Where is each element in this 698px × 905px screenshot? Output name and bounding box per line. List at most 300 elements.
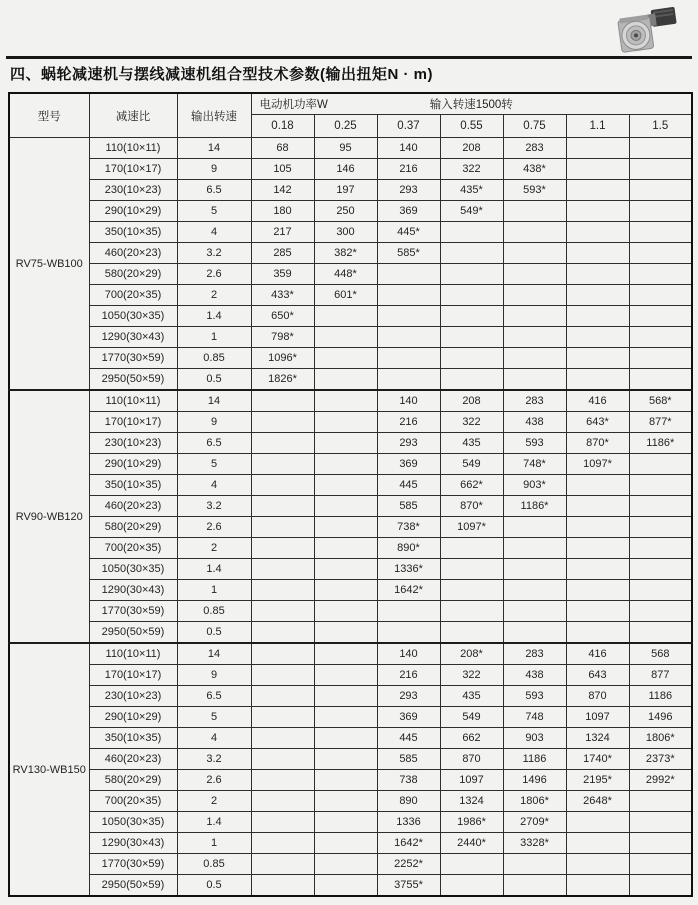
torque-value-cell: [629, 580, 692, 601]
torque-value-cell: [566, 222, 629, 243]
torque-value-cell: [503, 875, 566, 897]
torque-value-cell: [503, 222, 566, 243]
reducer-photo-graphic: [604, 5, 688, 59]
torque-value-cell: [314, 665, 377, 686]
table-row: [9, 369, 692, 391]
torque-value-cell: 870*: [440, 496, 503, 517]
torque-value-cell: 433*: [251, 285, 314, 306]
torque-value-cell: [566, 875, 629, 897]
torque-value-cell: 2992*: [629, 770, 692, 791]
torque-value-cell: [566, 580, 629, 601]
torque-value-cell: 593*: [503, 180, 566, 201]
torque-value-cell: 293: [377, 180, 440, 201]
output-speed-cell: 2.6: [177, 517, 251, 538]
output-speed-cell: 5: [177, 707, 251, 728]
torque-value-cell: [629, 475, 692, 496]
torque-value-cell: 1806*: [503, 791, 566, 812]
torque-value-cell: 1324: [566, 728, 629, 749]
torque-value-cell: 445*: [377, 222, 440, 243]
table-row: [9, 622, 692, 644]
torque-value-cell: 643*: [566, 412, 629, 433]
ratio-cell: 110(10×11): [89, 390, 177, 412]
torque-value-cell: [566, 833, 629, 854]
torque-value-cell: [503, 285, 566, 306]
section-title: 四、蜗轮减速机与摆线减速机组合型技术参数(输出扭矩N · m): [10, 66, 433, 83]
torque-value-cell: [629, 854, 692, 875]
torque-value-cell: 208: [440, 138, 503, 159]
torque-value-cell: 748: [503, 707, 566, 728]
power-col-header: 0.55: [440, 115, 503, 138]
torque-value-cell: [629, 285, 692, 306]
torque-value-cell: [503, 369, 566, 391]
torque-value-cell: 438*: [503, 159, 566, 180]
torque-value-cell: 1097: [440, 770, 503, 791]
torque-value-cell: [629, 222, 692, 243]
table-row: [9, 686, 692, 707]
output-speed-cell: 0.85: [177, 854, 251, 875]
output-speed-cell: 14: [177, 138, 251, 159]
torque-value-cell: 2252*: [377, 854, 440, 875]
torque-value-cell: 748*: [503, 454, 566, 475]
col-header-ratio: 减速比: [89, 93, 177, 138]
torque-value-cell: [314, 306, 377, 327]
torque-value-cell: [629, 264, 692, 285]
torque-value-cell: 435*: [440, 180, 503, 201]
table-row: [9, 306, 692, 327]
output-speed-cell: 9: [177, 159, 251, 180]
torque-value-cell: [314, 559, 377, 580]
power-col-header: 0.25: [314, 115, 377, 138]
torque-value-cell: [629, 812, 692, 833]
torque-value-cell: [629, 306, 692, 327]
output-speed-cell: 6.5: [177, 180, 251, 201]
output-speed-cell: 0.5: [177, 875, 251, 897]
torque-value-cell: [314, 728, 377, 749]
torque-value-cell: 322: [440, 665, 503, 686]
torque-value-cell: [566, 264, 629, 285]
torque-value-cell: [503, 306, 566, 327]
torque-value-cell: [314, 622, 377, 644]
output-speed-cell: 1: [177, 327, 251, 348]
torque-value-cell: 549: [440, 707, 503, 728]
table-row: [9, 601, 692, 622]
ratio-cell: 1290(30×43): [89, 327, 177, 348]
torque-value-cell: [566, 306, 629, 327]
table-row: [9, 833, 692, 854]
torque-value-cell: [314, 812, 377, 833]
torque-value-cell: [629, 622, 692, 644]
ratio-cell: 2950(50×59): [89, 369, 177, 391]
torque-value-cell: 662: [440, 728, 503, 749]
torque-value-cell: 283: [503, 643, 566, 665]
torque-value-cell: [629, 159, 692, 180]
output-speed-cell: 6.5: [177, 433, 251, 454]
torque-value-cell: 1097*: [566, 454, 629, 475]
table-row: [9, 812, 692, 833]
power-col-header: 0.18: [251, 115, 314, 138]
torque-value-cell: [440, 264, 503, 285]
torque-value-cell: 445: [377, 728, 440, 749]
torque-value-cell: [440, 306, 503, 327]
table-row: [9, 180, 692, 201]
output-speed-cell: 1.4: [177, 306, 251, 327]
torque-value-cell: [314, 791, 377, 812]
torque-value-cell: 293: [377, 686, 440, 707]
col-header-output-speed: 输出转速: [177, 93, 251, 138]
output-speed-cell: 4: [177, 222, 251, 243]
torque-value-cell: 1986*: [440, 812, 503, 833]
torque-value-cell: 585: [377, 749, 440, 770]
torque-value-cell: [314, 833, 377, 854]
torque-value-cell: [314, 580, 377, 601]
ratio-cell: 580(20×29): [89, 770, 177, 791]
table-row: [9, 159, 692, 180]
torque-value-cell: 870: [440, 749, 503, 770]
torque-value-cell: [314, 854, 377, 875]
torque-value-cell: 1496: [629, 707, 692, 728]
ratio-cell: 290(10×29): [89, 707, 177, 728]
ratio-cell: 700(20×35): [89, 285, 177, 306]
model-cell: RV90-WB120: [9, 390, 89, 643]
torque-value-cell: [440, 854, 503, 875]
torque-value-cell: [566, 538, 629, 559]
torque-value-cell: [566, 369, 629, 391]
torque-value-cell: 438: [503, 665, 566, 686]
torque-value-cell: [440, 285, 503, 306]
torque-value-cell: 3328*: [503, 833, 566, 854]
torque-value-cell: 208*: [440, 643, 503, 665]
output-speed-cell: 2: [177, 285, 251, 306]
torque-value-cell: [440, 559, 503, 580]
torque-value-cell: 3755*: [377, 875, 440, 897]
torque-value-cell: [566, 559, 629, 580]
torque-value-cell: [314, 643, 377, 665]
table-body: [9, 138, 692, 897]
torque-value-cell: 283: [503, 390, 566, 412]
torque-value-cell: 662*: [440, 475, 503, 496]
table-row: [9, 390, 692, 412]
table-row: [9, 243, 692, 264]
torque-value-cell: 438: [503, 412, 566, 433]
torque-value-cell: 1826*: [251, 369, 314, 391]
ratio-cell: 700(20×35): [89, 791, 177, 812]
torque-value-cell: 877*: [629, 412, 692, 433]
torque-value-cell: [566, 285, 629, 306]
torque-value-cell: [251, 580, 314, 601]
torque-value-cell: 216: [377, 159, 440, 180]
torque-value-cell: [251, 538, 314, 559]
ratio-cell: 350(10×35): [89, 475, 177, 496]
motor-power-label: 电动机功率W: [259, 99, 328, 111]
ratio-cell: 2950(50×59): [89, 622, 177, 644]
torque-value-cell: [566, 327, 629, 348]
torque-value-cell: 568: [629, 643, 692, 665]
torque-value-cell: 1186: [503, 749, 566, 770]
torque-value-cell: [629, 138, 692, 159]
torque-value-cell: 105: [251, 159, 314, 180]
output-speed-cell: 0.85: [177, 601, 251, 622]
table-row: [9, 138, 692, 159]
ratio-cell: 580(20×29): [89, 517, 177, 538]
torque-value-cell: 322: [440, 412, 503, 433]
table-row: [9, 285, 692, 306]
input-speed-label: 输入转速1500转: [429, 99, 513, 111]
torque-value-cell: [503, 559, 566, 580]
torque-value-cell: [251, 854, 314, 875]
torque-value-cell: 1186: [629, 686, 692, 707]
torque-value-cell: 95: [314, 138, 377, 159]
torque-value-cell: 601*: [314, 285, 377, 306]
output-speed-cell: 0.5: [177, 622, 251, 644]
output-speed-cell: 2.6: [177, 770, 251, 791]
ratio-cell: 170(10×17): [89, 159, 177, 180]
title-divider: [6, 56, 692, 59]
torque-value-cell: [251, 475, 314, 496]
torque-value-cell: [251, 665, 314, 686]
ratio-cell: 1290(30×43): [89, 580, 177, 601]
torque-value-cell: 738*: [377, 517, 440, 538]
table-row: [9, 707, 692, 728]
table-row: [9, 348, 692, 369]
torque-value-cell: [503, 327, 566, 348]
torque-value-cell: 142: [251, 180, 314, 201]
torque-value-cell: 877: [629, 665, 692, 686]
ratio-cell: 460(20×23): [89, 496, 177, 517]
torque-value-cell: 180: [251, 201, 314, 222]
torque-value-cell: [566, 622, 629, 644]
table-row: [9, 559, 692, 580]
torque-value-cell: [566, 475, 629, 496]
torque-value-cell: 216: [377, 412, 440, 433]
ratio-cell: 290(10×29): [89, 201, 177, 222]
torque-value-cell: 1186*: [629, 433, 692, 454]
table-row: [9, 412, 692, 433]
table-row: [9, 538, 692, 559]
power-col-header: 1.1: [566, 115, 629, 138]
table-row: [9, 454, 692, 475]
table-row: [9, 791, 692, 812]
torque-value-cell: [251, 749, 314, 770]
torque-value-cell: 1806*: [629, 728, 692, 749]
output-speed-cell: 5: [177, 201, 251, 222]
torque-value-cell: [503, 601, 566, 622]
torque-value-cell: [629, 559, 692, 580]
torque-value-cell: 1324: [440, 791, 503, 812]
torque-value-cell: [314, 412, 377, 433]
ratio-cell: 700(20×35): [89, 538, 177, 559]
torque-value-cell: [314, 348, 377, 369]
output-speed-cell: 4: [177, 728, 251, 749]
torque-value-cell: [440, 369, 503, 391]
ratio-cell: 1050(30×35): [89, 306, 177, 327]
output-speed-cell: 2: [177, 791, 251, 812]
ratio-cell: 1770(30×59): [89, 854, 177, 875]
torque-value-cell: 1096*: [251, 348, 314, 369]
torque-value-cell: 435: [440, 686, 503, 707]
ratio-cell: 170(10×17): [89, 412, 177, 433]
torque-value-cell: [503, 517, 566, 538]
torque-value-cell: [566, 348, 629, 369]
torque-value-cell: [503, 264, 566, 285]
torque-value-cell: [251, 728, 314, 749]
torque-value-cell: [314, 496, 377, 517]
torque-value-cell: 2373*: [629, 749, 692, 770]
torque-value-cell: [314, 686, 377, 707]
torque-value-cell: 903: [503, 728, 566, 749]
torque-value-cell: [629, 791, 692, 812]
power-col-header: 0.75: [503, 115, 566, 138]
torque-value-cell: 2440*: [440, 833, 503, 854]
torque-value-cell: [503, 243, 566, 264]
torque-value-cell: [440, 580, 503, 601]
torque-value-cell: 382*: [314, 243, 377, 264]
torque-value-cell: [314, 538, 377, 559]
table-row: [9, 475, 692, 496]
torque-value-cell: 285: [251, 243, 314, 264]
torque-value-cell: [440, 243, 503, 264]
torque-value-cell: [629, 201, 692, 222]
table-row: [9, 327, 692, 348]
torque-value-cell: [251, 517, 314, 538]
table-row: [9, 433, 692, 454]
ratio-cell: 230(10×23): [89, 180, 177, 201]
output-speed-cell: 1.4: [177, 812, 251, 833]
torque-value-cell: 1642*: [377, 833, 440, 854]
torque-value-cell: 1496: [503, 770, 566, 791]
model-cell: RV75-WB100: [9, 138, 89, 391]
torque-value-cell: 300: [314, 222, 377, 243]
table-row: [9, 749, 692, 770]
torque-value-cell: 798*: [251, 327, 314, 348]
ratio-cell: 2950(50×59): [89, 875, 177, 897]
torque-value-cell: [566, 159, 629, 180]
torque-value-cell: 435: [440, 433, 503, 454]
torque-value-cell: 1336: [377, 812, 440, 833]
torque-value-cell: [503, 348, 566, 369]
torque-value-cell: [314, 517, 377, 538]
torque-value-cell: [314, 369, 377, 391]
ratio-cell: 230(10×23): [89, 433, 177, 454]
torque-value-cell: 593: [503, 686, 566, 707]
torque-value-cell: 359: [251, 264, 314, 285]
table-row: [9, 517, 692, 538]
torque-value-cell: 448*: [314, 264, 377, 285]
torque-value-cell: 369: [377, 454, 440, 475]
torque-value-cell: 68: [251, 138, 314, 159]
torque-value-cell: 1186*: [503, 496, 566, 517]
output-speed-cell: 3.2: [177, 243, 251, 264]
output-speed-cell: 0.5: [177, 369, 251, 391]
output-speed-cell: 2.6: [177, 264, 251, 285]
torque-value-cell: 585: [377, 496, 440, 517]
torque-value-cell: 416: [566, 643, 629, 665]
output-speed-cell: 3.2: [177, 749, 251, 770]
torque-value-cell: [503, 538, 566, 559]
ratio-cell: 110(10×11): [89, 138, 177, 159]
torque-value-cell: [629, 243, 692, 264]
power-col-header: 1.5: [629, 115, 692, 138]
torque-value-cell: 549*: [440, 201, 503, 222]
table-row: [9, 728, 692, 749]
reducer-product-photo: [604, 5, 688, 59]
torque-value-cell: [440, 601, 503, 622]
torque-value-cell: [314, 390, 377, 412]
torque-value-cell: [566, 201, 629, 222]
torque-value-cell: [503, 854, 566, 875]
torque-value-cell: [629, 538, 692, 559]
torque-value-cell: 2709*: [503, 812, 566, 833]
output-speed-cell: 14: [177, 390, 251, 412]
ratio-cell: 1290(30×43): [89, 833, 177, 854]
torque-value-cell: 416: [566, 390, 629, 412]
torque-value-cell: [566, 854, 629, 875]
torque-value-cell: [251, 622, 314, 644]
torque-value-cell: [314, 475, 377, 496]
torque-value-cell: [377, 285, 440, 306]
torque-value-cell: 1740*: [566, 749, 629, 770]
torque-value-cell: [440, 538, 503, 559]
torque-value-cell: 2195*: [566, 770, 629, 791]
torque-value-cell: [377, 348, 440, 369]
output-speed-cell: 3.2: [177, 496, 251, 517]
torque-value-cell: [629, 454, 692, 475]
torque-value-cell: 593: [503, 433, 566, 454]
table-row: [9, 643, 692, 665]
torque-value-cell: [251, 643, 314, 665]
torque-value-cell: 250: [314, 201, 377, 222]
torque-value-cell: 870*: [566, 433, 629, 454]
output-speed-cell: 4: [177, 475, 251, 496]
torque-value-cell: [314, 707, 377, 728]
torque-value-cell: [566, 138, 629, 159]
torque-value-cell: 322: [440, 159, 503, 180]
table-row: [9, 201, 692, 222]
torque-value-cell: [503, 622, 566, 644]
torque-value-cell: [440, 222, 503, 243]
output-speed-cell: 1.4: [177, 559, 251, 580]
table-row: [9, 854, 692, 875]
torque-value-cell: [566, 496, 629, 517]
output-speed-cell: 14: [177, 643, 251, 665]
torque-value-cell: [566, 243, 629, 264]
torque-value-cell: 197: [314, 180, 377, 201]
torque-value-cell: [440, 622, 503, 644]
torque-value-cell: 585*: [377, 243, 440, 264]
torque-value-cell: [503, 580, 566, 601]
torque-value-cell: 1642*: [377, 580, 440, 601]
torque-value-cell: [629, 875, 692, 897]
torque-value-cell: [314, 601, 377, 622]
torque-value-cell: [566, 517, 629, 538]
torque-value-cell: [440, 327, 503, 348]
torque-value-cell: [251, 812, 314, 833]
torque-value-cell: 146: [314, 159, 377, 180]
torque-value-cell: [251, 791, 314, 812]
torque-value-cell: [314, 454, 377, 475]
output-speed-cell: 1: [177, 833, 251, 854]
table-row: [9, 222, 692, 243]
torque-value-cell: 208: [440, 390, 503, 412]
torque-value-cell: [251, 833, 314, 854]
torque-value-cell: [440, 348, 503, 369]
output-speed-cell: 5: [177, 454, 251, 475]
output-speed-cell: 9: [177, 665, 251, 686]
torque-value-cell: 369: [377, 707, 440, 728]
power-col-header: 0.37: [377, 115, 440, 138]
torque-value-cell: 293: [377, 433, 440, 454]
torque-value-cell: [251, 875, 314, 897]
torque-value-cell: [314, 327, 377, 348]
